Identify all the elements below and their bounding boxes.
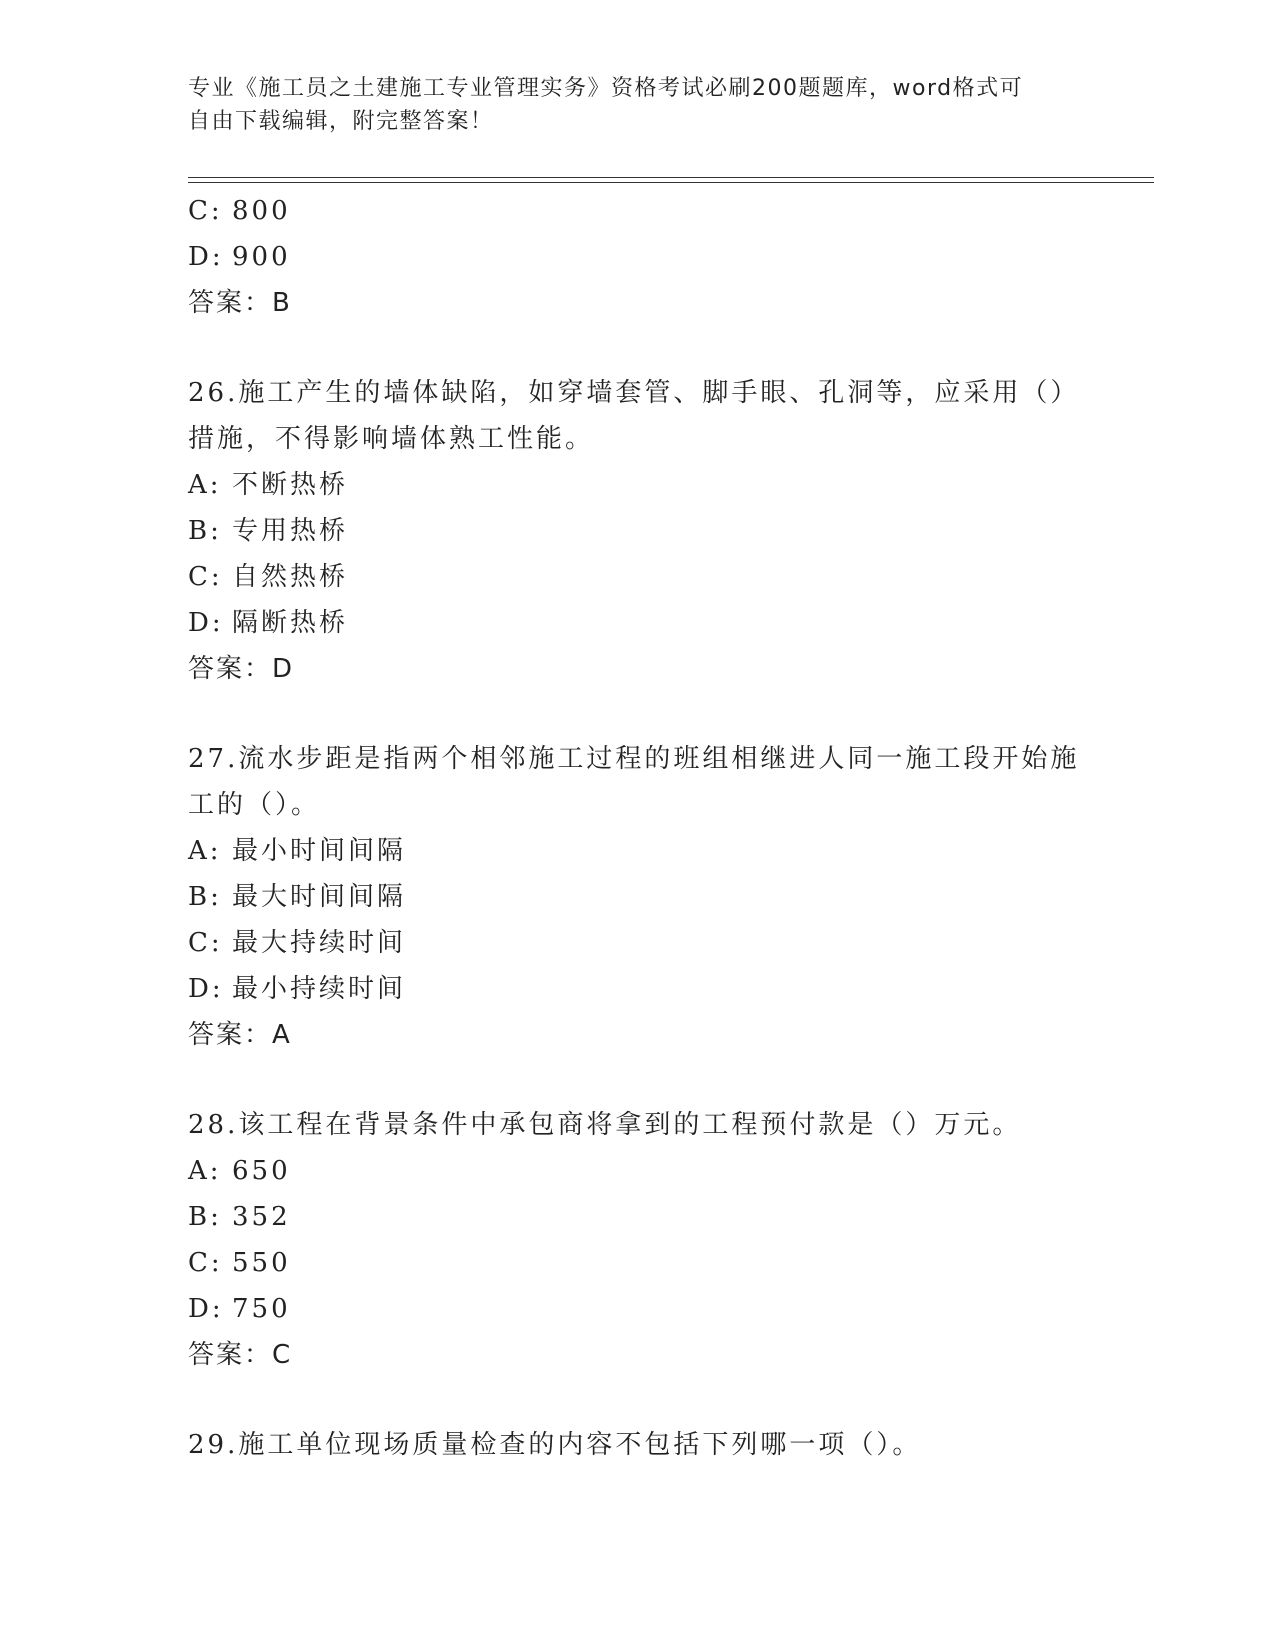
question-stem: 28.该工程在背景条件中承包商将拿到的工程预付款是（）万元。 [188,1110,1022,1140]
option-label: B: [188,516,222,546]
option-d [188,1286,1088,1332]
question-stem: 27.流水步距是指两个相邻施工过程的班组相继进人同一施工段开始施 [188,744,1080,774]
option-label: A: [188,836,222,866]
question-26 [188,370,1088,692]
option-text: 550 [232,1248,291,1278]
option-d [188,600,1088,646]
option-text: 专用热桥 [232,516,349,546]
option-label: A: [188,1156,222,1186]
option-label: D: [188,974,224,1004]
option-b [188,1194,1088,1240]
option-c [188,1240,1088,1286]
option-label: C: [188,196,223,226]
question-29 [188,1422,1088,1468]
answer-line: 答案：D [188,654,295,684]
option-label: C: [188,928,223,958]
option-label: C: [188,1248,223,1278]
option-text: 最大时间间隔 [232,882,407,912]
option-text: 800 [232,196,291,226]
option-text: 最小时间间隔 [232,836,407,866]
option-label: D: [188,1294,224,1324]
option-text: 隔断热桥 [232,608,349,638]
option-text: 352 [232,1202,291,1232]
option-a [188,1148,1088,1194]
option-b [188,508,1088,554]
answer-line: 答案：C [188,1340,293,1370]
option-label: B: [188,1202,222,1232]
option-text: 900 [232,242,291,272]
option-text: 最小持续时间 [232,974,407,1004]
header-divider-top [188,177,1154,178]
option-text: 650 [232,1156,291,1186]
option-c [188,554,1088,600]
question-25 [188,188,1088,326]
option-text: 自然热桥 [232,562,349,592]
header-divider-bottom [188,182,1154,183]
question-28 [188,1102,1088,1378]
option-label: D: [188,242,224,272]
question-stem-continued: 工的（）。 [188,790,321,820]
answer-line: 答案：A [188,1020,292,1050]
question-stem-continued: 措施，不得影响墙体熟工性能。 [188,424,595,454]
question-27 [188,736,1088,1058]
option-d [188,966,1088,1012]
header-line-1: 专业《施工员之土建施工专业管理实务》资格考试必刷200题题库，word格式可 [188,76,1024,101]
question-stem: 26.施工产生的墙体缺陷，如穿墙套管、脚手眼、孔洞等，应采用（） [188,378,1080,408]
option-a [188,828,1088,874]
option-text: 750 [232,1294,291,1324]
question-stem: 29.施工单位现场质量检查的内容不包括下列哪一项（）。 [188,1430,922,1460]
page-header [188,72,1068,138]
option-label: B: [188,882,222,912]
option-b [188,874,1088,920]
option-label: D: [188,608,224,638]
option-label: A: [188,470,222,500]
answer-line: 答案：B [188,288,292,318]
option-text: 不断热桥 [232,470,349,500]
header-line-2: 自由下载编辑，附完整答案！ [188,109,494,134]
option-text: 最大持续时间 [232,928,407,958]
question-list [188,188,1088,1468]
option-c [188,188,1088,234]
option-label: C: [188,562,223,592]
option-a [188,462,1088,508]
option-d [188,234,1088,280]
option-c [188,920,1088,966]
